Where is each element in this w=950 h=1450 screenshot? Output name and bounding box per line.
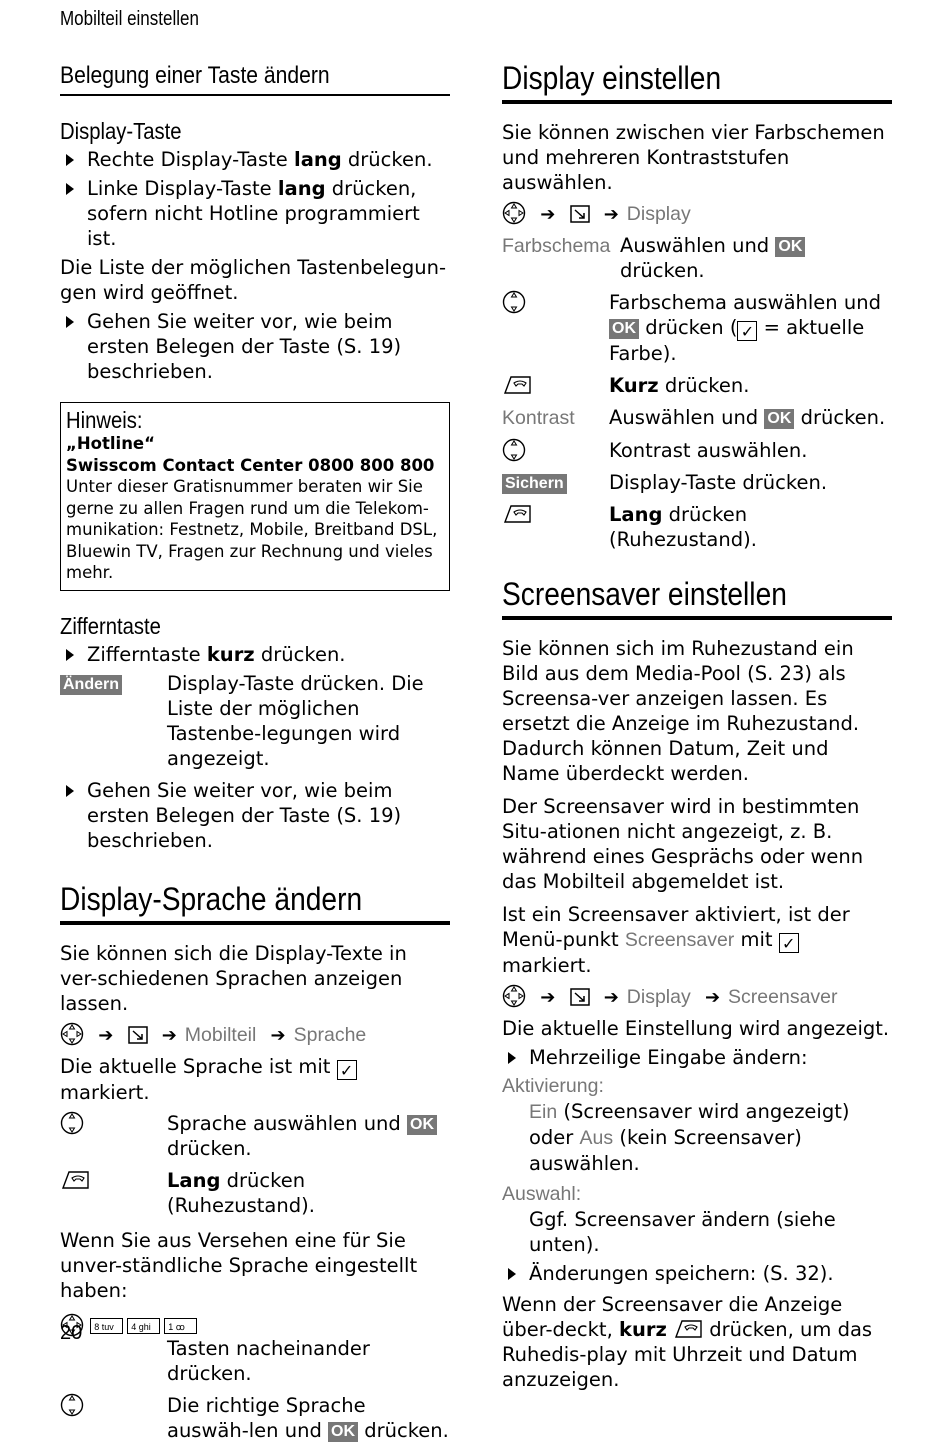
note-title: Hinweis:	[66, 407, 143, 433]
section-title-taste: Belegung einer Taste ändern	[60, 62, 450, 96]
field-label-aktivierung: Aktivierung:	[502, 1075, 604, 1097]
instruction-row: Kurz drücken.	[502, 373, 892, 398]
note-box	[60, 402, 450, 591]
ok-key: OK	[775, 237, 805, 257]
list-item: Gehen Sie weiter vor, wie beim ersten Belegen der Taste (S. 19) beschrieben.	[60, 309, 450, 384]
heading-display-taste: Display-Taste	[60, 118, 182, 144]
end-call-key-icon	[673, 1319, 703, 1339]
note-hotline: „Hotline“	[66, 434, 155, 453]
instruction-row: Die richtige Sprache auswäh-len und OK drücken.	[60, 1393, 450, 1443]
paragraph: Wenn der Screensaver die Anzeige über-deckt, kurz drücken, um das Ruhedis-play mit Uhrzeit und Datum anzuzeigen.	[502, 1293, 873, 1391]
instruction-row: Lang drücken (Ruhezustand).	[502, 502, 892, 552]
end-call-key-icon	[60, 1170, 90, 1190]
instruction-row: Farbschema auswählen und OK drücken ( ✓ = aktuelle Farbe).	[502, 290, 892, 366]
list-item: Gehen Sie weiter vor, wie beim ersten Belegen der Taste (S. 19) beschrieben.	[60, 778, 450, 853]
navigation-key-icon	[502, 438, 526, 462]
paragraph: Die aktuelle Einstellung wird angezeigt.	[502, 1017, 890, 1040]
list-item: Linke Display-Taste lang drücken, sofern nicht Hotline programmiert ist.	[60, 176, 450, 251]
paragraph: Sie können sich die Display-Texte in ver-schiedenen Sprachen anzeigen lassen.	[60, 941, 407, 1015]
instruction-row: Tasten nacheinander drücken.	[167, 1336, 370, 1385]
ok-key: OK	[407, 1115, 437, 1135]
list-item: Mehrzeilige Eingabe ändern:	[502, 1045, 892, 1070]
menu-path: ➔ ➔ Display ➔ Screensaver	[502, 984, 892, 1010]
settings-menu-icon	[128, 1026, 148, 1044]
ok-key: OK	[609, 319, 639, 339]
paragraph: Die Liste der möglichen Tastenbelegun-gen wird geöffnet.	[60, 256, 446, 304]
softkey-sichern: Sichern	[502, 474, 567, 494]
navigation-key-icon	[60, 1022, 84, 1046]
navigation-key-icon	[502, 290, 526, 314]
key-8: 8 tuv	[90, 1318, 123, 1334]
paragraph: Sie können sich im Ruhezustand ein Bild aus dem Media-Pool (S. 23) als Screensa-ver anzeigen lassen. Es ersetzt die Anzeige im Ruhezustand. Dadurch können Datum, Zeit und Name überdeckt werden.	[502, 637, 860, 785]
section-title-display: Display einstellen	[502, 58, 892, 104]
instruction-row: Farbschema Auswählen und OK drücken.	[502, 233, 892, 283]
paragraph: Der Screensaver wird in bestimmten Situ-ationen nicht angezeigt, z. B. während eines Gesprächs oder wenn das Mobilteil abgemeldet ist.	[502, 795, 864, 893]
heading-zifferntaste: Zifferntaste	[60, 612, 161, 639]
key-4: 4 ghi	[127, 1318, 160, 1334]
field-label-auswahl: Auswahl:	[502, 1183, 582, 1205]
instruction-row: Sichern Display-Taste drücken.	[502, 470, 892, 495]
right-column	[502, 58, 892, 1392]
instruction-row: Lang drücken (Ruhezustand).	[60, 1168, 450, 1218]
note-contact: Swisscom Contact Center 0800 800 800	[66, 455, 435, 475]
navigation-key-icon	[502, 984, 526, 1008]
end-call-key-icon	[502, 504, 532, 524]
navigation-key-icon	[60, 1111, 84, 1135]
checkmark-icon: ✓	[337, 1060, 357, 1080]
navigation-key-icon	[502, 201, 526, 225]
instruction-row: Kontrast auswählen.	[502, 438, 892, 463]
note-text: Unter dieser Gratisnummer beraten wir Sie gerne zu allen Fragen rund um die Telekom-munikation: Festnetz, Mobile, Breitband DSL, Bluewin TV, Fragen zur Rechnung und vieles mehr.	[66, 477, 438, 582]
section-title-screensaver: Screensaver einstellen	[502, 574, 892, 620]
paragraph: Sie können zwischen vier Farbschemen und mehreren Kontraststufen auswählen.	[502, 121, 885, 194]
checkmark-icon: ✓	[779, 933, 799, 953]
instruction-row: Sprache auswählen und OK drücken.	[60, 1111, 450, 1161]
list-item: Rechte Display-Taste lang drücken.	[60, 147, 450, 172]
softkey-aendern: Ändern	[60, 675, 122, 695]
page-number: 20	[60, 1322, 83, 1344]
end-call-key-icon	[502, 375, 532, 395]
paragraph: Die aktuelle Sprache ist mit ✓ markiert.	[60, 1054, 450, 1105]
ok-key: OK	[328, 1422, 358, 1442]
instruction-row: Kontrast Auswählen und OK drücken.	[502, 406, 886, 429]
running-header: Mobilteil einstellen	[60, 8, 199, 30]
key-sequence	[60, 1313, 450, 1338]
instruction-row: Ändern Display-Taste drücken. Die Liste der möglichen Tastenbe-legungen wird angezeigt.	[60, 671, 450, 771]
ok-key: OK	[764, 409, 794, 429]
list-item: Zifferntaste kurz drücken.	[60, 642, 450, 667]
list-item: Änderungen speichern: (S. 32).	[502, 1261, 892, 1286]
menu-path: ➔ ➔ Display	[502, 201, 892, 227]
field-auswahl: Ggf. Screensaver ändern (siehe unten).	[529, 1208, 836, 1256]
menu-path: ➔ ➔ Mobilteil ➔ Sprache	[60, 1022, 450, 1048]
field-aktivierung: Ein (Screensaver wird angezeigt) oder Aus (kein Screensaver) auswählen.	[529, 1100, 850, 1175]
paragraph: Ist ein Screensaver aktiviert, ist der Menü-punkt Screensaver mit ✓ markiert.	[502, 903, 850, 977]
section-title-sprache: Display-Sprache ändern	[60, 879, 450, 925]
left-column	[60, 58, 450, 1450]
checkmark-icon: ✓	[737, 321, 757, 341]
settings-menu-icon	[570, 205, 590, 223]
key-1: 1 ꝏ	[164, 1318, 197, 1334]
settings-menu-icon	[570, 988, 590, 1006]
navigation-key-icon	[60, 1393, 84, 1417]
paragraph: Wenn Sie aus Versehen eine für Sie unver-ständliche Sprache eingestellt haben:	[60, 1228, 418, 1302]
